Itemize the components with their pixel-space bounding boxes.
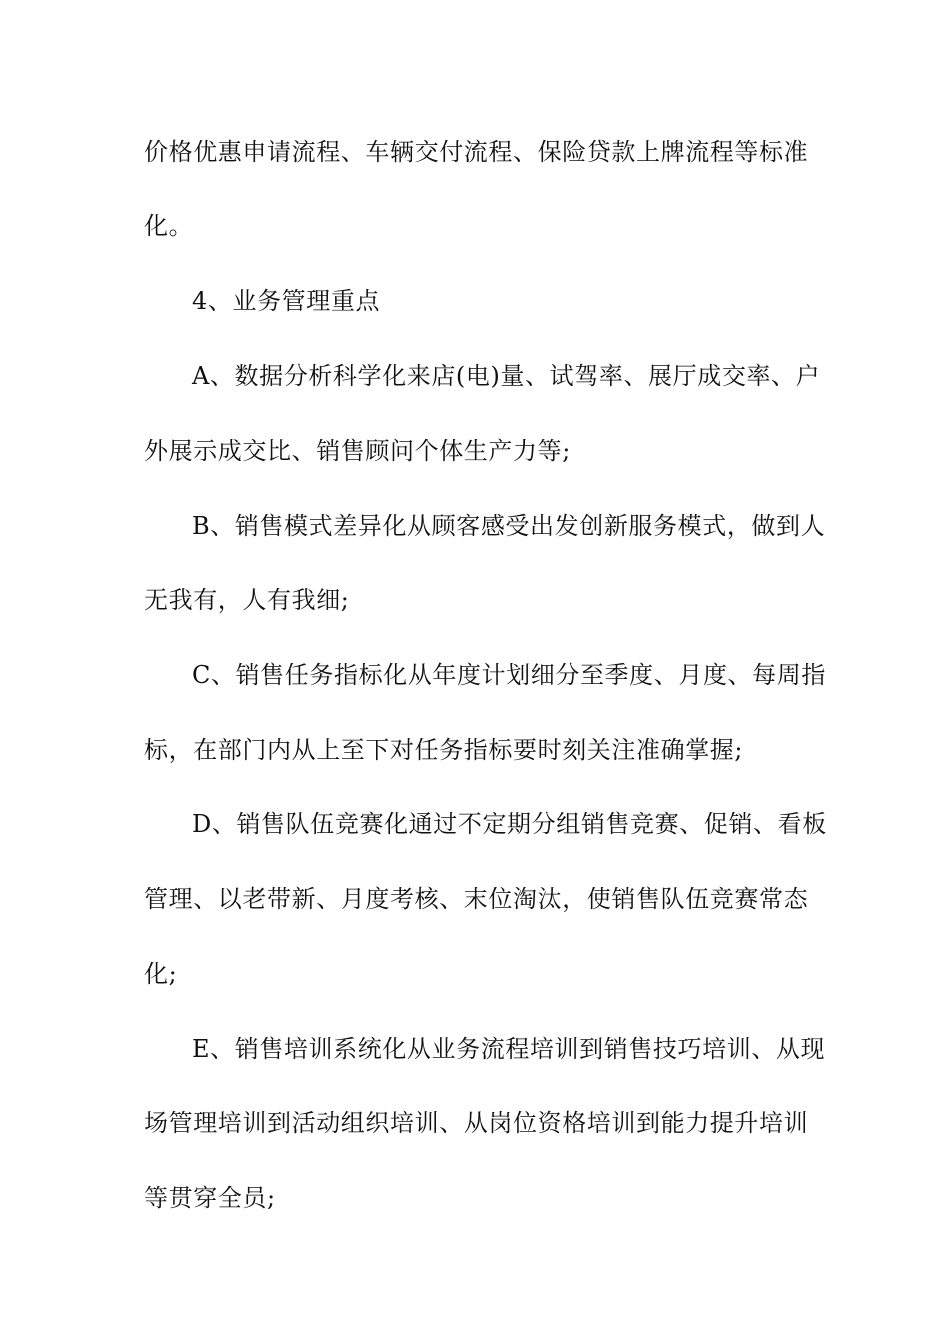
text-line: 价格优惠申请流程、车辆交付流程、保险贷款上牌流程等标准: [144, 138, 809, 166]
text-line: 无我有，人有我细;: [144, 586, 350, 614]
text-line: 标，在部门内从上至下对任务指标要时刻关注准确掌握;: [144, 736, 744, 764]
section-heading: 4、业务管理重点: [192, 287, 381, 315]
text-line: A、数据分析科学化来店(电)量、试驾率、展厅成交率、户: [192, 362, 821, 390]
text-line: 管理、以老带新、月度考核、末位淘汰，使销售队伍竞赛常态: [144, 885, 809, 913]
text-line: 外展示成交比、销售顾问个体生产力等;: [144, 437, 571, 465]
text-line: 等贯穿全员;: [144, 1184, 276, 1212]
text-line: 化;: [144, 960, 178, 988]
text-line: D、销售队伍竞赛化通过不定期分组销售竞赛、促销、看板: [192, 810, 827, 838]
text-line: E、销售培训系统化从业务流程培训到销售技巧培训、从现: [192, 1035, 826, 1063]
text-line: 化。: [144, 212, 194, 240]
text-line: B、销售模式差异化从顾客感受出发创新服务模式，做到人: [192, 512, 826, 540]
text-line: 场管理培训到活动组织培训、从岗位资格培训到能力提升培训: [144, 1109, 809, 1137]
text-line: C、销售任务指标化从年度计划细分至季度、月度、每周指: [192, 661, 826, 689]
